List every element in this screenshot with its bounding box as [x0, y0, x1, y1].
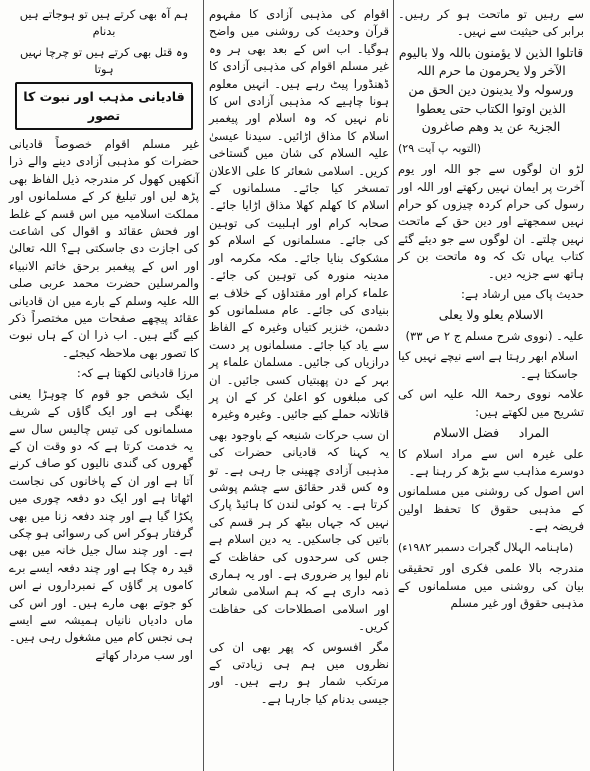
- arabic-phrase-1: المراد: [518, 425, 549, 441]
- right-column: [396, 0, 586, 771]
- left-column: [6, 0, 202, 771]
- explanation-text: علی غیرہ اس سے مراد اسلام کا دوسرے مذاہب سے بڑھ کر رہنا ہے۔: [398, 446, 584, 479]
- quran-verse: قاتلوا الذین لا یؤمنون باللہ ولا بالیوم الآخر ولا یحرمون ما حرم اللہ ورسولہ ولا یدینون دین الحق من الذین اوتوا الکتاب حتی یعطوا الجزیۃ عن ید وھم صاغرون: [398, 44, 584, 135]
- quote-intro: مرزا قادیانی لکھتا ہے کہ:: [76, 366, 199, 381]
- hadith-text: الاسلام یعلو ولا یعلی: [438, 307, 544, 323]
- arabic-phrase-line: [398, 424, 584, 443]
- nawawi-note: علامہ نووی رحمۃ اللہ علیہ اس کی تشریح میں لکھتے ہیں:: [398, 387, 584, 419]
- couplet-line-1: ہم آہ بھی کرتے ہیں تو ہوجاتے ہیں بدنام: [19, 7, 189, 38]
- middle-paragraph: مگر افسوس کہ پھر بھی ان کی نظروں میں ہم ہی زیادتی کے مرتکب شمار ہو رہے ہیں۔ اور جیسی بدنام کیا جارہا ہے۔: [209, 639, 389, 706]
- verse-translation: لڑو ان لوگوں سے جو اللہ اور یوم آخرت پر ایمان نہیں رکھتے اور اللہ اور رسول کی حرام کردہ چیزوں کو حرام نہیں سمجھتے اور دین حق کے ماتحت نہیں چلتے۔ ان لوگوں سے جو دیئے گئے کتاب یہاں تک کہ وہ ماتحت بن کر ہاتھ سے جزیہ دیں۔: [398, 162, 584, 281]
- column-divider: [203, 0, 204, 771]
- middle-paragraph: ان سب حرکات شنیعہ کے باوجود بھی یہ کہنا کہ قادیانی حضرات کی مذہبی آزادی چھینی جا رہی ہے۔ تو وہ کس قدر حقائق سے چشم پوشی کرتا ہے۔ یہ کوئی لندن کا ہائیڈ پارک نہیں کہ جہاں بیٹھ کر ہر قسم کی باتیں کی جاسکیں۔ یہ دین اسلام ہے جس کی سرحدوں کی حفاظت کے نام لیوا پر ضروری ہے۔ اور یہ ہماری ذمہ داری ہے کہ ہم اسلامی شعائر اور اسلامی اصطلاحات کی حفاظت کریں۔: [209, 427, 389, 634]
- principle-text: اس اصول کی روشنی میں مسلمانوں کے مذہبی حقوق کا تحفظ اولین فریضہ ہے۔: [398, 484, 584, 534]
- intro-text: سے رہیں تو ماتحت ہو کر رہیں۔ برابر کی حیثیت سے نہیں۔: [398, 7, 584, 39]
- arabic-phrase-2: فضل الاسلام: [433, 425, 500, 441]
- middle-column: [206, 0, 392, 771]
- source-reference: (ماہنامہ الہلال گجرات دسمبر ۱۹۸۲ء): [398, 540, 574, 554]
- section-heading: قادیانی مذہب اور نبوت کا تصور: [15, 82, 193, 130]
- hadith-translation: اسلام ابھر رہتا ہے اسے نیچے نہیں کیا جاسکتا ہے۔: [398, 349, 578, 381]
- quoted-passage: ایک شخص جو قوم کا چوہڑا یعنی بھنگی ہے اور ایک گاؤں کے شریف مسلمانوں کی تیس چالیس سال سے یہ خدمت کرتا ہے کہ دو وقت ان کے گھروں کی گندی نالیوں کو صاف کرنے آتا ہے اور ان کے پاخانوں کی نجاست اٹھاتا ہے اور ایک دو دفعہ چوری میں پکڑا گیا ہے اور چند دفعہ زنا میں بھی گرفتار ہوکر اس کی رسوائی ہو چکی ہے۔ اور چند سال جیل خانہ میں بھی قید رہ چکا ہے اور چند دفعہ ایسے برے کاموں پر گاؤں کے نمبرداروں نے اس کو جوتے بھی مارے ہیں۔ اور اس کی ماں دادیاں نانیاں ہمیشہ سے ایسے ہی نجس کام میں مشغول رہی ہیں۔ اور سب مردار کھاتے: [9, 386, 193, 662]
- closing-text: مندرجہ بالا علمی فکری اور تحقیقی بیان کی روشنی میں مسلمانوں کے مذہبی حقوق اور غیر مسلم: [398, 561, 584, 610]
- couplet-line-2: وہ قتل بھی کرتے ہیں تو چرچا نہیں ہوتا: [19, 45, 189, 76]
- hadith-reference: علیہ۔ (نووی شرح مسلم ج ۲ ص ۳۳): [405, 329, 584, 344]
- verse-reference: (التوبہ پ آیت ۲۹): [398, 141, 482, 155]
- hadith-intro: حدیث پاک میں ارشاد ہے:: [461, 287, 584, 302]
- column-divider: [393, 0, 394, 771]
- left-paragraph: غیر مسلم اقوام خصوصاً قادیانی حضرات کو مذہبی آزادی دینے والے ذرا آنکھیں کھول کر مندرجہ ذیل الفاظ بھی پڑھ لیں اور تبلیغ کر کے مسلمانوں اور مملکت اسلامیہ میں اس قسم کے غلط اور فحش عقائد و اقوال کی اشاعت کی اجازت دی جاسکتی ہے؟ اللہ تعالیٰ اور اس کے پیغمبر برحق خاتم الانبیاء والمرسلین حضرت محمد عربی صلی اللہ علیہ وسلم کے بارے میں ان قادیانی عقائد پیچھے صفحات میں مختصراً ذکر کیے گئے ہیں۔ اب ذرا ان کے ہاں نبوت کا تصور بھی ملاحظہ کیجئے۔: [9, 137, 199, 360]
- middle-paragraph: اقوام کی مذہبی آزادی کا مفہوم قرآن وحدیث کی روشنی میں واضح ہوگیا۔ اب اس کے بعد بھی ہر وہ غیر مسلم اقوام کی مذہبی آزادی کا ڈھنڈورا پیٹ رہے ہیں۔ انہیں معلوم ہونا چاہیے کہ مذہبی آزادی اس کا نام نہیں کہ وہ اسلام اور پیغمبر اسلام کا مذاق اڑائیں۔ سیدنا عیسیٰ علیہ السلام کی شان میں گستاخی کریں۔ اسلامی شعائر کا علی الاعلان تمسخر کیا جائے۔ مسلمانوں کے اسلام کا کھلم کھلا مذاق اڑایا جائے۔ صحابہ کرام اور اہلبیت کی توہین کی جائے۔ مسلمانوں کے اسلام کو مشکوک بنایا جائے۔ مکہ مکرمہ اور مدینہ منورہ کی توہین کی جائے۔ علماء کرام اور مقتداؤں کے خلاف بے بنیادی کی جائے۔ عام مسلمانوں کو دشمن، خنزیر کتیاں وغیرہ کے الفاظ سے یاد کیا جائے۔ مسلمانوں پر دست درازیاں کی جائیں۔ مسلمان علماء پر بہر کے دن پھبتیاں کسی جائیں۔ ان کی مبلغوں کو اعلیٰ کر کے ان پر قاتلانہ حملے کیے جائیں۔ وغیرہ وغیرہ: [209, 7, 389, 422]
